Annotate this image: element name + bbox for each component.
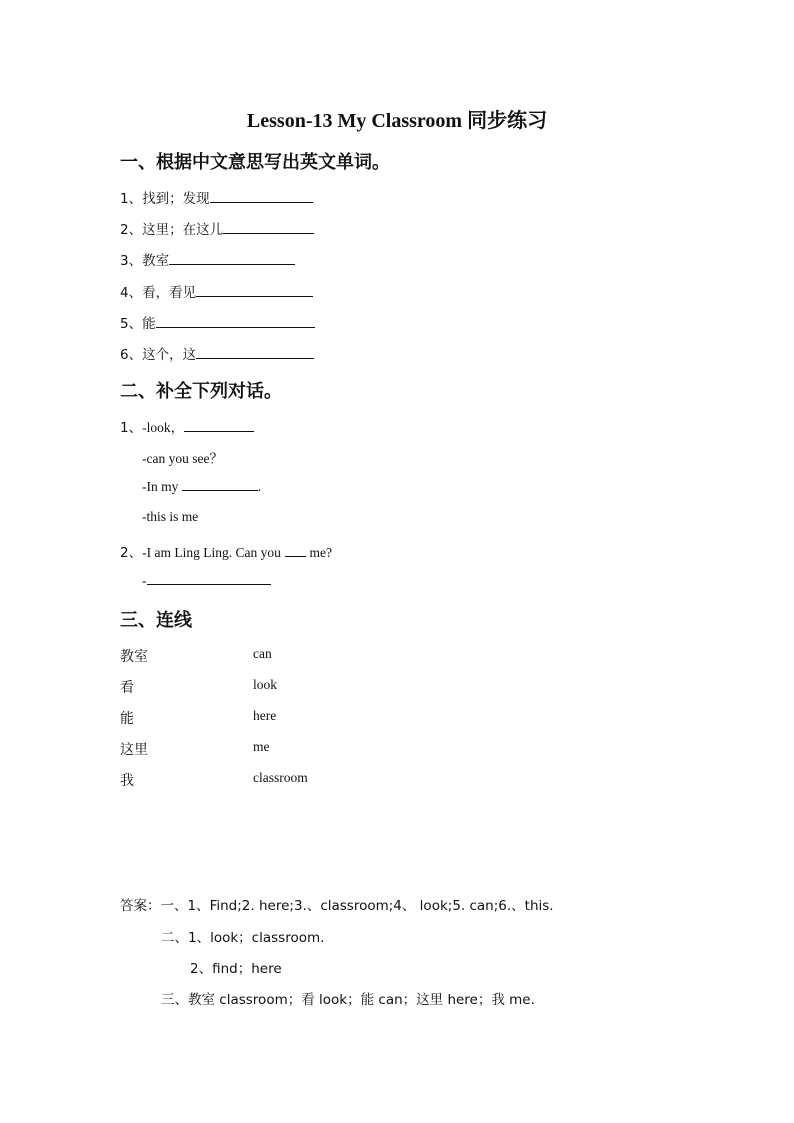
dialog1-line3 xyxy=(142,478,261,495)
item-text: 找到；发现 xyxy=(142,191,210,207)
match-left-5[interactable]: 我 xyxy=(120,773,134,789)
s1-item-4 xyxy=(120,281,313,301)
dialog-period: . xyxy=(257,479,262,494)
item-text: 看，看见 xyxy=(142,285,197,301)
match-left-2[interactable]: 看 xyxy=(120,680,134,696)
section1-heading: 一、根据中文意思写出英文单词。 xyxy=(120,152,390,173)
match-right-3[interactable]: here xyxy=(253,708,277,723)
dialog-number: 1、 xyxy=(120,420,143,436)
item-text: 这里；在这儿 xyxy=(142,222,224,238)
item-number: 6、 xyxy=(120,347,143,363)
item-number: 5、 xyxy=(120,316,143,332)
answer-blank[interactable] xyxy=(196,284,313,297)
dialog1-line2: -can you see？ xyxy=(142,451,223,466)
match-right-4[interactable]: me xyxy=(253,739,270,754)
item-text: 能 xyxy=(142,316,156,332)
answer-blank[interactable] xyxy=(196,346,314,359)
answer-blank[interactable] xyxy=(147,572,271,585)
s1-item-1 xyxy=(120,187,313,207)
answer-blank[interactable] xyxy=(169,252,295,265)
page-title: Lesson-13 My Classroom 同步练习 xyxy=(246,110,548,132)
match-right-1[interactable]: can xyxy=(253,646,272,661)
item-number: 2、 xyxy=(120,222,143,238)
dialog1-line1 xyxy=(120,416,254,436)
section3-heading: 三、连线 xyxy=(120,610,192,631)
dialog-number: 2、 xyxy=(120,545,143,561)
match-right-5[interactable]: classroom xyxy=(253,770,308,785)
match-left-3[interactable]: 能 xyxy=(120,711,134,727)
answers-line-3: 2、find；here xyxy=(190,961,282,977)
dialog2-line1 xyxy=(120,541,332,561)
item-text: 这个，这 xyxy=(142,347,197,363)
answer-blank[interactable] xyxy=(184,419,254,432)
dialog2-line2 xyxy=(142,572,271,589)
item-text: 教室 xyxy=(142,253,170,269)
dialog-text: -In my xyxy=(142,479,179,494)
match-left-4[interactable]: 这里 xyxy=(120,742,148,758)
answer-blank[interactable] xyxy=(156,315,315,328)
answers-line-2: 二、1、look；classroom. xyxy=(161,930,325,946)
item-number: 4、 xyxy=(120,285,143,301)
dialog-text: -look， xyxy=(142,420,185,435)
dialog-text: -I am Ling Ling. Can you xyxy=(142,545,281,560)
dialog-dash: - xyxy=(142,573,147,588)
s1-item-2 xyxy=(120,218,314,238)
answer-blank[interactable] xyxy=(285,544,306,557)
item-number: 1、 xyxy=(120,191,143,207)
answers-line-4: 三、教室 classroom；看 look；能 can；这里 here；我 me. xyxy=(161,992,535,1008)
section2-heading: 二、补全下列对话。 xyxy=(120,381,282,402)
item-number: 3、 xyxy=(120,253,143,269)
match-left-1[interactable]: 教室 xyxy=(120,649,148,665)
s1-item-5 xyxy=(120,312,315,332)
answer-blank[interactable] xyxy=(182,478,258,491)
answers-line-1: 答案：一、1、Find;2. here;3.、classroom;4、 look;5. can;6.、this. xyxy=(120,898,554,914)
match-right-2[interactable]: look xyxy=(253,677,278,692)
s1-item-6 xyxy=(120,343,314,363)
answer-blank[interactable] xyxy=(210,190,313,203)
dialog1-line4: -this is me xyxy=(142,509,199,524)
s1-item-3 xyxy=(120,249,295,269)
dialog-text-end: me? xyxy=(306,545,332,560)
answer-blank[interactable] xyxy=(223,221,314,234)
